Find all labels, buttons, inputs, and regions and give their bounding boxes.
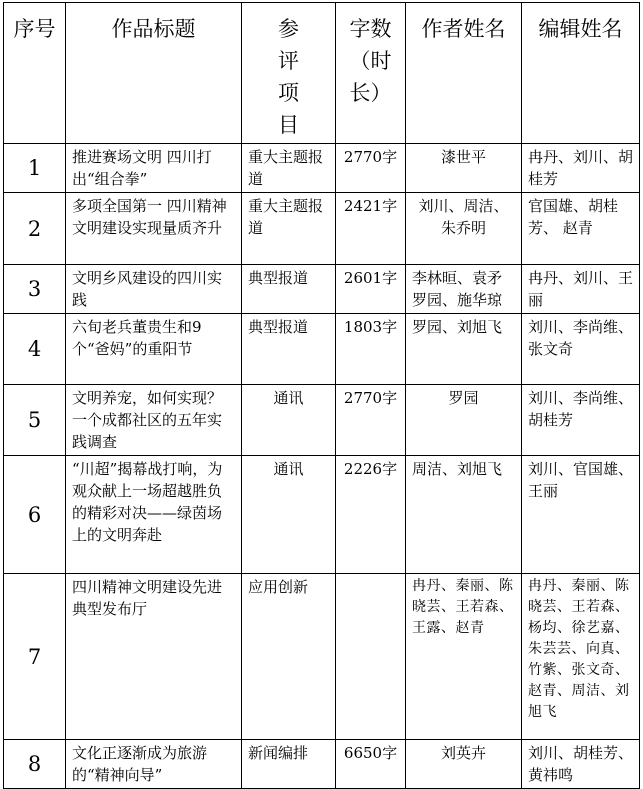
editors-cell: 刘川、胡桂芳、黄祎鸣: [522, 740, 640, 789]
header-cell-no: 序号: [4, 3, 66, 144]
row-number: 3: [4, 265, 66, 314]
editors-cell: 刘川、李尚维、张文奇: [522, 314, 640, 385]
editors-cell: 冉丹、刘川、王丽: [522, 265, 640, 314]
header-cell-authors: 作者姓名: [406, 3, 522, 144]
length-cell: 2601字: [336, 265, 406, 314]
category-cell: 重大主题报道: [242, 193, 336, 265]
work-title: 六旬老兵董贵生和9个“爸妈”的重阳节: [66, 314, 242, 385]
row-number: 8: [4, 740, 66, 789]
table-row: [4, 193, 640, 265]
authors-cell: 刘川、周洁、朱乔明: [406, 193, 522, 265]
category-cell: 典型报道: [242, 265, 336, 314]
authors-cell: 李林晅、袁矛罗园、施华琼: [406, 265, 522, 314]
work-title: “川超”揭幕战打响，为观众献上一场超越胜负的精彩对决——绿茵场上的文明奔赴: [66, 456, 242, 574]
work-title: 推进赛场文明 四川打出“组合拳”: [66, 144, 242, 193]
category-cell: 新闻编排: [242, 740, 336, 789]
table-row: [4, 265, 640, 314]
header-cell-editors: 编辑姓名: [522, 3, 640, 144]
work-title: 四川精神文明建设先进典型发布厅: [66, 574, 242, 740]
work-title: 文明养宠，如何实现？一个成都社区的五年实践调查: [66, 385, 242, 456]
table-row: [4, 740, 640, 789]
category-cell: 应用创新: [242, 574, 336, 740]
editors-cell: 冉丹、秦丽、陈晓芸、王若森、杨均、徐艺嘉、朱芸芸、向真、竹紫、张文奇、赵青、周洁、刘旭飞: [522, 574, 640, 740]
row-number: 6: [4, 456, 66, 574]
work-title: 多项全国第一 四川精神文明建设实现量质齐升: [66, 193, 242, 265]
row-number: 7: [4, 574, 66, 740]
table-row: [4, 574, 640, 740]
editors-cell: 冉丹、刘川、胡桂芳: [522, 144, 640, 193]
row-number: 1: [4, 144, 66, 193]
length-cell: 2770字: [336, 144, 406, 193]
table-row: [4, 456, 640, 574]
row-number: 5: [4, 385, 66, 456]
length-cell: [336, 574, 406, 740]
length-cell: 2226字: [336, 456, 406, 574]
row-number: 2: [4, 193, 66, 265]
length-cell: 1803字: [336, 314, 406, 385]
header-cell-length: 字数（时长）: [336, 3, 406, 144]
header-cell-title: 作品标题: [66, 3, 242, 144]
authors-cell: 罗园、刘旭飞: [406, 314, 522, 385]
editors-cell: 刘川、李尚维、胡桂芳: [522, 385, 640, 456]
table-row: [4, 385, 640, 456]
header-cell-category: 参评项目: [242, 3, 336, 144]
work-title: 文明乡风建设的四川实践: [66, 265, 242, 314]
header-row: [4, 3, 640, 144]
table-row: [4, 314, 640, 385]
length-cell: 6650字: [336, 740, 406, 789]
work-title: 文化正逐渐成为旅游的“精神向导”: [66, 740, 242, 789]
authors-cell: 刘英卉: [406, 740, 522, 789]
category-cell: 典型报道: [242, 314, 336, 385]
authors-cell: 周洁、刘旭飞: [406, 456, 522, 574]
authors-cell: 漆世平: [406, 144, 522, 193]
authors-cell: 冉丹、秦丽、陈晓芸、王若森、王露、赵青: [406, 574, 522, 740]
awards-table: [3, 2, 640, 789]
length-cell: 2421字: [336, 193, 406, 265]
authors-cell: 罗园: [406, 385, 522, 456]
category-cell: 通讯: [242, 385, 336, 456]
table-row: [4, 144, 640, 193]
length-cell: 2770字: [336, 385, 406, 456]
editors-cell: 刘川、官国雄、王丽: [522, 456, 640, 574]
editors-cell: 官国雄、胡桂芳、 赵青: [522, 193, 640, 265]
category-cell: 重大主题报道: [242, 144, 336, 193]
row-number: 4: [4, 314, 66, 385]
category-cell: 通讯: [242, 456, 336, 574]
